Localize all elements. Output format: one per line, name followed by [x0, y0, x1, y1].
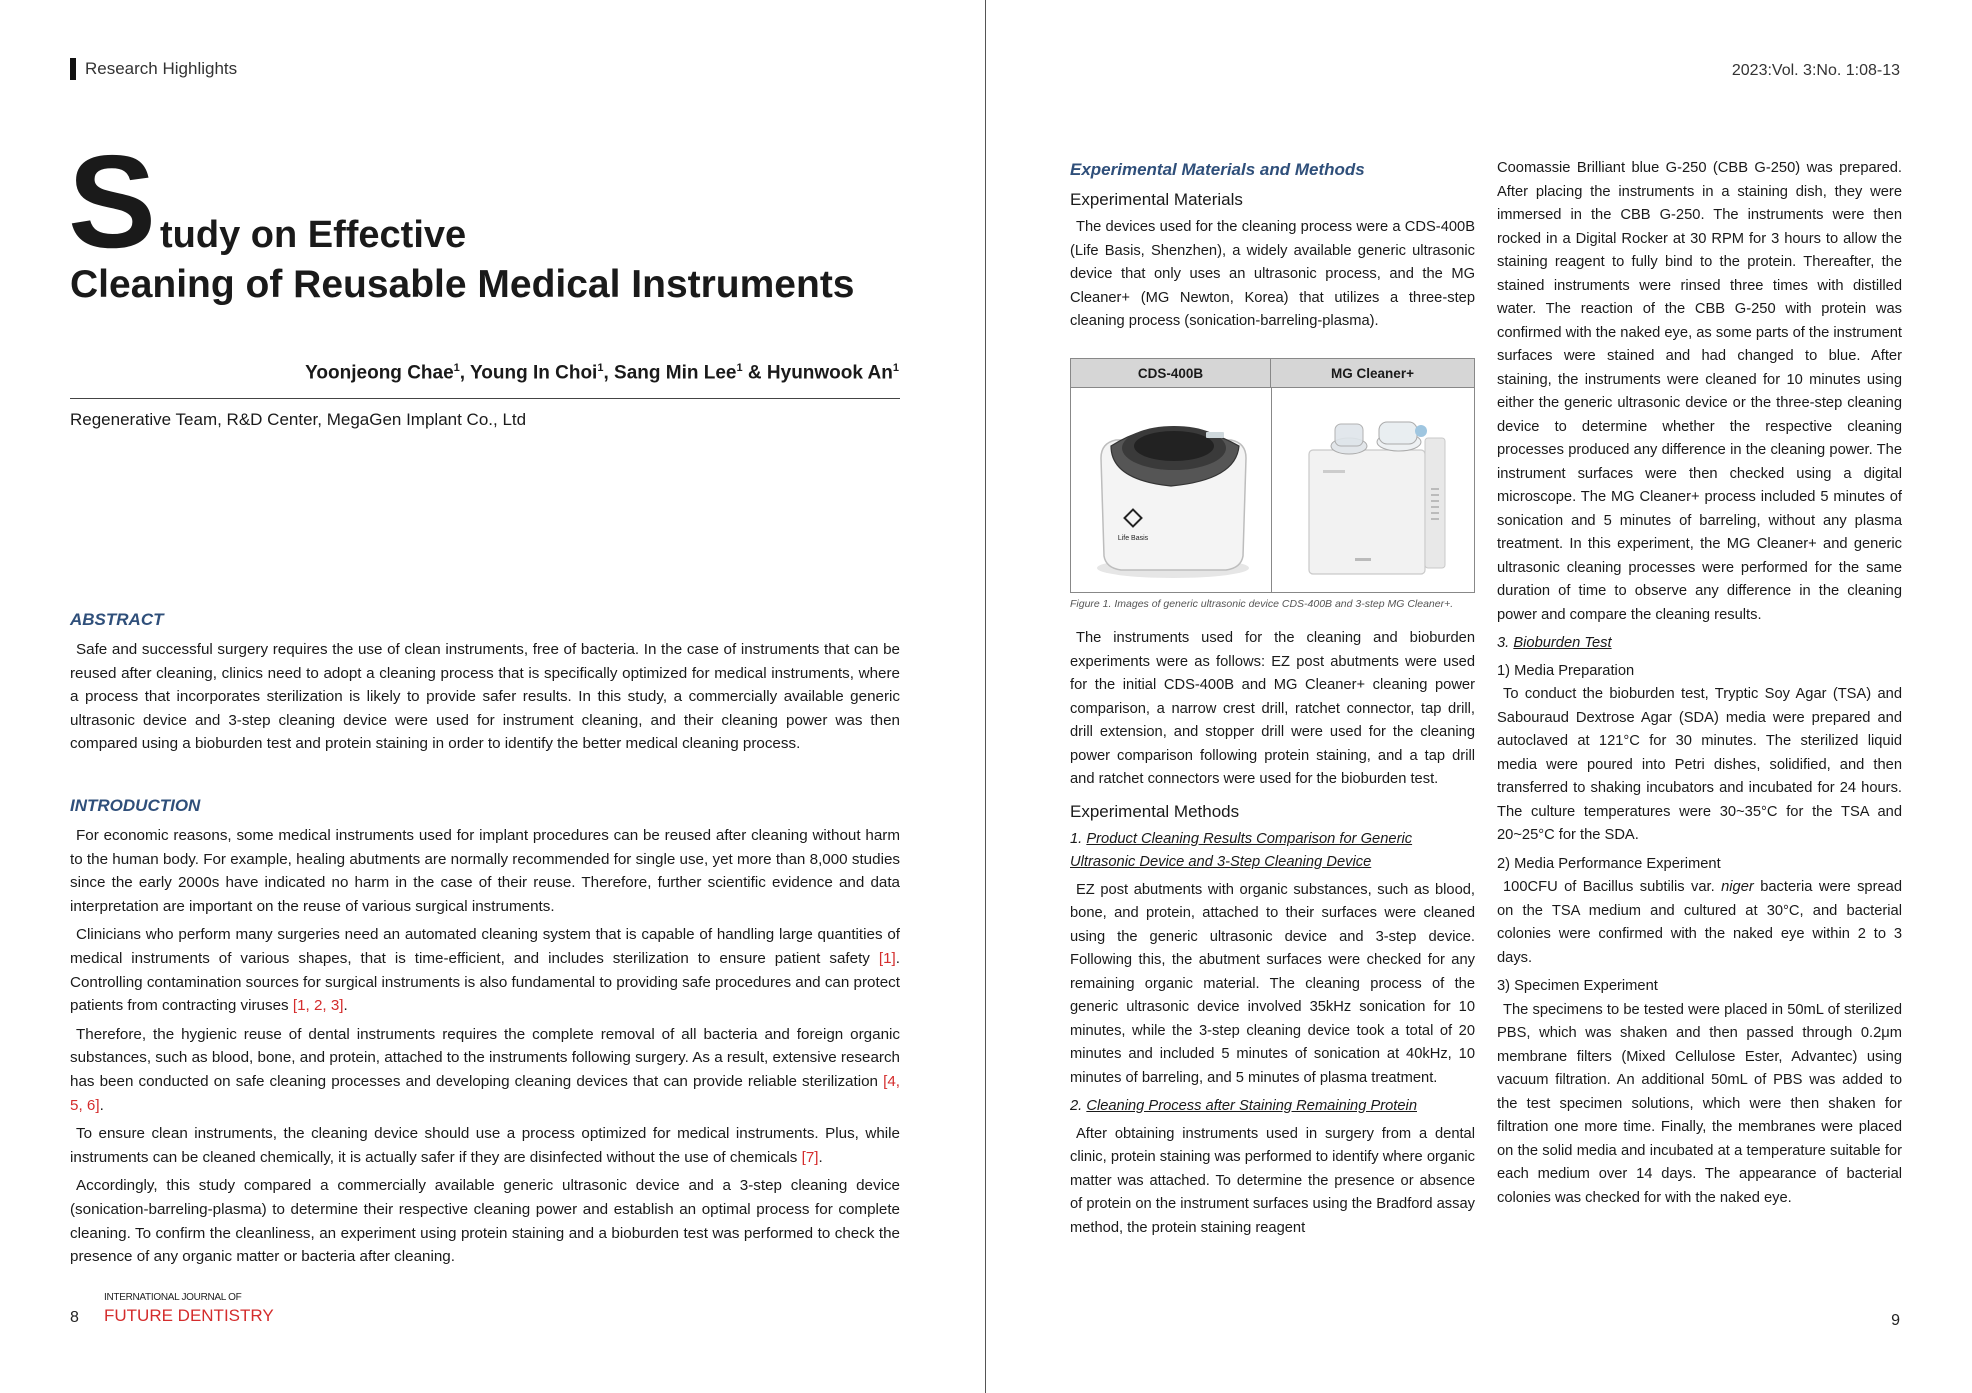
right-page: [986, 0, 1972, 1393]
title-line-1: tudy on Effective: [160, 214, 467, 256]
methods-subheading: Experimental Methods: [1070, 801, 1240, 821]
author-name: Sang Min Lee: [614, 362, 737, 384]
author-sep: ,: [459, 362, 470, 384]
intro-text: .: [818, 1148, 823, 1166]
author-affil-sup: 1: [597, 362, 604, 374]
intro-text: Therefore, the hygienic reuse of dental instruments requires the complete removal of all bacteria and foreign organic substances, such as blood, bone, and protein, attached to the instruments following surgery. As a result, extensive research has been conducted on safe cleaning processes and developing cleaning devices that can provide reliable sterilization: [70, 1025, 900, 1090]
section-tag: Research Highlights: [70, 58, 237, 80]
methods-heading: Experimental Materials and Methods: [1070, 160, 1365, 179]
methods-block: [1070, 627, 1475, 1245]
materials-paragraph: The instruments used for the cleaning and bioburden experiments were as follows: EZ post abutments were used for the initial CDS-400B and MG Cleaner+ cleaning power comparison, a narrow crest drill, ratchet connector, tap drill, drill extension, and stopper drill were used for the cleaning power comparison following protein staining, and a tap drill and ratchet connectors were used for the bioburden test.: [1070, 630, 1475, 787]
page-number: 8: [70, 1309, 79, 1326]
author-affil-sup: 1: [453, 362, 460, 374]
author-sep: &: [742, 362, 767, 384]
abstract-text: Safe and successful surgery requires the use of clean instruments, free of bacteria. In the case of instruments that can be reused after cleaning, clinics need to adopt a cleaning process that is specifically optimized for medical instruments, where a process that incorporates sterilization is likely to provide safer results. In this study, a commercially available generic ultrasonic device and 3-step cleaning device were used for instrument cleaning, and their cleaning power was then compared using a bioburden test and protein staining in order to identify the better medical cleaning process.: [70, 641, 900, 753]
method-3-title: [1497, 632, 1902, 656]
introduction-heading: INTRODUCTION: [70, 796, 201, 815]
intro-text: To ensure clean instruments, the cleaning device should use a process optimized for medical instruments. Plus, while instruments can be cleaned chemically, it is actually safer if they are disinfected without the use of chemicals: [70, 1125, 900, 1166]
method-1-text: EZ post abutments with organic substances, such as blood, bone, and protein, attached to their surfaces were cleaned using the generic ultrasonic device and 3-step device. Following this, the abutment surfaces were checked for any remaining organic material. The cleaning process of the generic ultrasonic device involved 35kHz sonication for 10 minutes, while the 3-step cleaning device took a total of 20 minutes and included 5 minutes of sonication at 40kHz, 10 minutes of barreling, and 5 minutes of plasma treatment.: [1070, 881, 1475, 1086]
subsection-title: 3) Specimen Experiment: [1497, 978, 1658, 994]
journal-name-small: INTERNATIONAL JOURNAL OF: [104, 1292, 242, 1303]
intro-text: .: [99, 1096, 104, 1114]
affiliation: Regenerative Team, R&D Center, MegaGen Implant Co., Ltd: [70, 410, 527, 429]
figure-col-header: CDS-400B: [1071, 359, 1271, 388]
author-name: Young In Choi: [470, 362, 598, 384]
media-performance-text: [1497, 876, 1902, 970]
citation-link[interactable]: [7]: [801, 1148, 819, 1166]
title-line-2: Cleaning of Reusable Medical Instruments: [70, 263, 855, 306]
specimen-text: The specimens to be tested were placed in 50mL of sterilized PBS, which was shaken and then passed through 0.2μm membrane filters (Mixed Cellulose Ester, Advantec) using vacuum filtration. An additional 50mL of PBS was added to the test specimen solutions, which were then shaken for filtration one more time. Finally, the membranes were placed on the solid media and incubated at a temperature suitable for each medium over 14 days. The appearance of bacterial colonies was checked for with the naked eye.: [1497, 1001, 1902, 1206]
species-name: niger: [1721, 879, 1754, 895]
abstract-section: [70, 610, 900, 761]
author-affil-sup: 1: [736, 362, 743, 374]
method-number: 3.: [1497, 635, 1510, 651]
citation-link[interactable]: [4, 5, 6]: [70, 1072, 900, 1114]
figure-col-header: MG Cleaner+: [1271, 359, 1474, 388]
method-title-text: Product Cleaning Results Comparison for Generic Ultrasonic Device and 3-Step Cleaning Device: [1070, 830, 1413, 870]
staining-paragraph: Coomassie Brilliant blue G-250 (CBB G-250) was prepared. After placing the instruments in a staining dish, they were immersed in the CBB G-250. The instruments were then rocked in a Digital Rocker at 30 RPM for 3 hours to allow the staining reagent to fully bind to the protein. Thereafter, the stained instruments were rinsed three times with distilled water. The reaction of the CBB G-250 with protein was confirmed with the naked eye, as some parts of the instrument surfaces were stained and had changed to blue. After staining, the instruments were cleaned for 10 minutes using either the generic ultrasonic device or the three-step cleaning device to determine whether the respective cleaning processes produced any difference in the cleaning power. The instrument surfaces were then checked using a digital microscope. The MG Cleaner+ process included 5 minutes of sonication and 5 minutes of barreling, without any plasma treatment. In this experiment, the MG Cleaner+ and generic ultrasonic cleaning processes were performed for the same duration of time to observe any difference in the cleaning power and compare the cleaning results.: [1497, 160, 1902, 623]
abstract-heading: ABSTRACT: [70, 610, 164, 629]
author-name: Hyunwook An: [766, 362, 893, 384]
journal-name: FUTURE DENTISTRY: [104, 1306, 274, 1325]
figure-1: [1070, 358, 1475, 593]
intro-paragraph: [70, 923, 900, 1017]
materials-subheading: Experimental Materials: [1070, 190, 1243, 209]
citation-link[interactable]: [1]: [878, 949, 896, 967]
body-text: 100CFU of Bacillus subtilis var.: [1503, 879, 1722, 895]
method-title-text: Cleaning Process after Staining Remaining Protein: [1086, 1098, 1417, 1114]
intro-paragraph: Accordingly, this study compared a commercially available generic ultrasonic device and a 3-step cleaning device (sonication-barreling-plasma) to determine their respective cleaning power and establish an optimal process for complete cleaning. To confirm the cleanliness, an experiment using protein staining and a bioburden test was performed to check the presence of any organic matter or bacteria after cleaning.: [70, 1177, 900, 1266]
intro-paragraph: For economic reasons, some medical instruments used for implant procedures can be reused after cleaning without harm to the human body. For example, healing abutments are normally recommended for single use, yet more than 8,000 studies since the early 2000s have indicated no harm in the case of their reuse. Therefore, further scientific evidence and data interpretation are important on the reuse of various surgical instruments.: [70, 827, 900, 915]
intro-text: .: [343, 997, 348, 1015]
method-2-text: After obtaining instruments used in surgery from a dental clinic, protein staining was performed to identify where organic matter was attached. To determine the presence or absence of protein on the instrument surfaces using the Bradford assay method, the protein staining reagent: [1070, 1125, 1475, 1236]
method-1-title: [1070, 828, 1475, 875]
author-name: Yoonjeong Chae: [305, 362, 454, 384]
author-sep: ,: [603, 362, 615, 384]
device-image-cds400b: [1071, 388, 1272, 592]
intro-text: . Controlling contamination sources for surgical instruments is also fundamental to providing safe procedures and can protect patients from contracting viruses: [70, 949, 900, 1015]
materials-block: [1070, 160, 1475, 339]
title-dropcap: S: [68, 128, 155, 275]
citation-link[interactable]: [1, 2, 3]: [292, 997, 344, 1015]
intro-paragraph: [70, 1023, 900, 1117]
figure-caption: Figure 1. Images of generic ultrasonic device CDS-400B and 3-step MG Cleaner+.: [1070, 598, 1454, 610]
method-number: 2.: [1070, 1098, 1083, 1114]
body-text: bacteria were spread on the TSA medium and cultured at 30°C, and bacterial colonies were confirmed with the naked eye within 2 to 3 days.: [1497, 879, 1902, 966]
right-column: [1497, 157, 1902, 1215]
introduction-section: [70, 796, 900, 1274]
method-2-title: [1070, 1095, 1475, 1119]
intro-text: Clinicians who perform many surgeries need an automated cleaning system that is capable of handling large quantities of medical instruments of various shapes, that is time-efficient, and includes sterilization to ensure patient safety: [70, 926, 900, 967]
author-divider: [70, 398, 900, 399]
page-number: 9: [1891, 1312, 1900, 1329]
author-list: [305, 362, 899, 384]
intro-paragraph: [70, 1122, 900, 1169]
device-image-mg-cleaner: [1271, 388, 1474, 592]
method-number: 1.: [1070, 830, 1083, 847]
subsection-title: 2) Media Performance Experiment: [1497, 855, 1721, 872]
issue-info: 2023:Vol. 3:No. 1:08-13: [1731, 62, 1900, 79]
media-prep-text: To conduct the bioburden test, Tryptic Soy Agar (TSA) and Sabouraud Dextrose Agar (SDA) media were prepared and autoclaved at 121°C for 30 minutes. The sterilized liquid media were poured into Petri dishes, solidified, and then transferred to shaking incubators and incubated for 24 hours. The culture temperatures were 30~35°C for the TSA and 20~25°C for the SDA.: [1497, 686, 1902, 843]
svg-text:Life Basis: Life Basis: [1117, 535, 1149, 542]
method-title-text: Bioburden Test: [1513, 635, 1612, 651]
subsection-title: 1) Media Preparation: [1497, 662, 1635, 679]
materials-paragraph: The devices used for the cleaning process were a CDS-400B (Life Basis, Shenzhen), a widely available generic ultrasonic device that only uses an ultrasonic process, and the MG Cleaner+ (MG Newton, Korea) that utilizes a three-step cleaning process (sonication-barreling-plasma).: [1070, 219, 1475, 329]
author-affil-sup: 1: [892, 362, 899, 374]
